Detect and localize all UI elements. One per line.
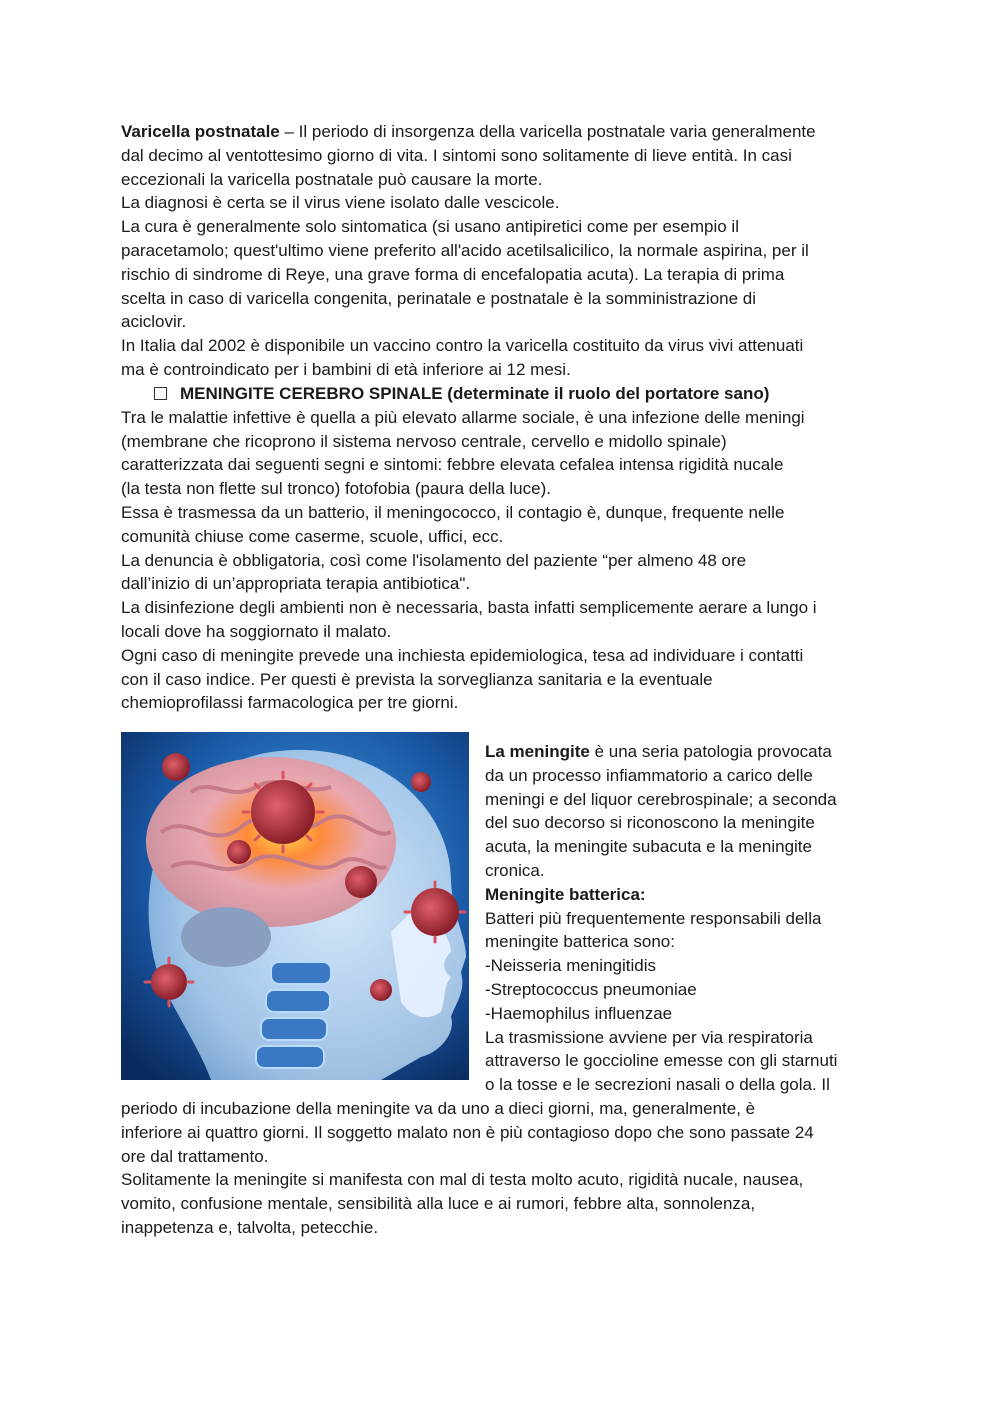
paragraph-line: La diagnosi è certa se il virus viene isolato dalle vescicole.	[121, 193, 560, 213]
paragraph-line: dal decimo al ventottesimo giorno di vita. I sintomi sono solitamente di lieve entità. In casi	[121, 145, 792, 165]
meningite-heading: MENINGITE CEREBRO SPINALE (determinate il ruolo del portatore sano)	[180, 384, 770, 403]
paragraph-line: locali dove ha soggiornato il malato.	[121, 621, 392, 641]
paragraph-line: eccezionali la varicella postnatale può causare la morte.	[121, 169, 543, 189]
paragraph-line: (membrane che ricoprono il sistema nervoso centrale, cervello e midollo spinale)	[121, 431, 727, 451]
paragraph-line: o la tosse e le secrezioni nasali o della gola. Il	[485, 1075, 830, 1095]
paragraph-line: inferiore ai quattro giorni. Il soggetto malato non è più contagioso dopo che sono passate 24	[121, 1122, 814, 1142]
list-item: -Haemophilus influenzae	[485, 1003, 673, 1023]
paragraph-line: aciclovir.	[121, 312, 187, 332]
paragraph-line: ore dal trattamento.	[121, 1146, 269, 1166]
brain-virus-illustration	[121, 732, 469, 1080]
paragraph-line: con il caso indice. Per questi è prevista la sorveglianza sanitaria e la eventuale	[121, 669, 713, 689]
paragraph-line: In Italia dal 2002 è disponibile un vaccino contro la varicella costituito da virus vivi attenuati	[121, 336, 804, 356]
paragraph-line: attraverso le goccioline emesse con gli starnuti	[485, 1051, 838, 1071]
meningitis-illustration	[121, 732, 469, 1080]
paragraph-line: La denuncia è obbligatoria, così come l'isolamento del paziente “per almeno 48 ore	[121, 550, 747, 570]
paragraph-line: Solitamente la meningite si manifesta con mal di testa molto acuto, rigidità nucale, nausea,	[121, 1170, 804, 1190]
paragraph-line: Tra le malattie infettive è quella a più elevato allarme sociale, è una infezione delle meningi	[121, 407, 805, 427]
paragraph-line: La disinfezione degli ambienti non è necessaria, basta infatti semplicemente aerare a lungo i	[121, 598, 817, 618]
list-item: -Streptococcus pneumoniae	[485, 979, 697, 999]
paragraph-line: del suo decorso si riconoscono la meningite	[485, 813, 815, 833]
checkbox-icon	[154, 387, 167, 400]
paragraph-line: rischio di sindrome di Reye, una grave forma di encefalopatia acuta). La terapia di prima	[121, 264, 785, 284]
paragraph-line: La cura è generalmente solo sintomatica (si usano antipiretici come per esempio il	[121, 217, 739, 237]
paragraph-line: acuta, la meningite subacuta e la meningite	[485, 837, 812, 857]
paragraph-line: paracetamolo; quest'ultimo viene preferito all'acido acetilsalicilico, la normale aspirina, per il	[121, 240, 809, 260]
right-column	[485, 740, 875, 1097]
list-item: -Neisseria meningitidis	[485, 956, 657, 976]
paragraph-line: meningite batterica sono:	[485, 932, 675, 952]
paragraph-line: La trasmissione avviene per via respiratoria	[485, 1027, 813, 1047]
paragraph-line: chemioprofilassi farmacologica per tre giorni.	[121, 693, 459, 713]
paragraph-line: inappetenza e, talvolta, petecchie.	[121, 1217, 379, 1237]
paragraph-line: cronica.	[485, 860, 545, 880]
tail-section	[121, 1097, 881, 1240]
intro-bold: La meningite	[485, 742, 590, 761]
paragraph-line: Ogni caso di meningite prevede una inchiesta epidemiologica, tesa ad individuare i contatti	[121, 645, 804, 665]
paragraph-line: da un processo infiammatorio a carico delle	[485, 765, 813, 785]
paragraph-line: dall’inizio di un’appropriata terapia antibiotica".	[121, 574, 471, 594]
paragraph-line: meningi e del liquor cerebrospinale; a seconda	[485, 789, 837, 809]
meningite-heading-row	[121, 382, 881, 406]
paragraph-line: comunità chiuse come caserme, scuole, uffici, ecc.	[121, 526, 504, 546]
varicella-section	[121, 120, 881, 382]
intro-line: La meningite è una seria patologia provocata	[485, 742, 832, 761]
meningite-section	[121, 382, 881, 715]
varicella-title: Varicella postnatale	[121, 122, 280, 141]
batterica-heading: Meningite batterica:	[485, 884, 646, 904]
paragraph-line: caratterizzata dai seguenti segni e sintomi: febbre elevata cefalea intensa rigidità nucale	[121, 455, 784, 475]
paragraph-line: Essa è trasmessa da un batterio, il meningococco, il contagio è, dunque, frequente nelle	[121, 502, 785, 522]
paragraph-line: scelta in caso di varicella congenita, perinatale e postnatale è la somministrazione di	[121, 288, 757, 308]
paragraph-line: vomito, confusione mentale, sensibilità alla luce e ai rumori, febbre alta, sonnolenza,	[121, 1194, 756, 1214]
paragraph-line: periodo di incubazione della meningite va da uno a dieci giorni, ma, generalmente, è	[121, 1099, 756, 1118]
varicella-line-1: Varicella postnatale – Il periodo di insorgenza della varicella postnatale varia generalmente	[121, 122, 816, 141]
paragraph-line: (la testa non flette sul tronco) fotofobia (paura della luce).	[121, 479, 551, 499]
paragraph-line: ma è controindicato per i bambini di età inferiore ai 12 mesi.	[121, 359, 571, 379]
paragraph-line: Batteri più frequentemente responsabili della	[485, 908, 822, 928]
